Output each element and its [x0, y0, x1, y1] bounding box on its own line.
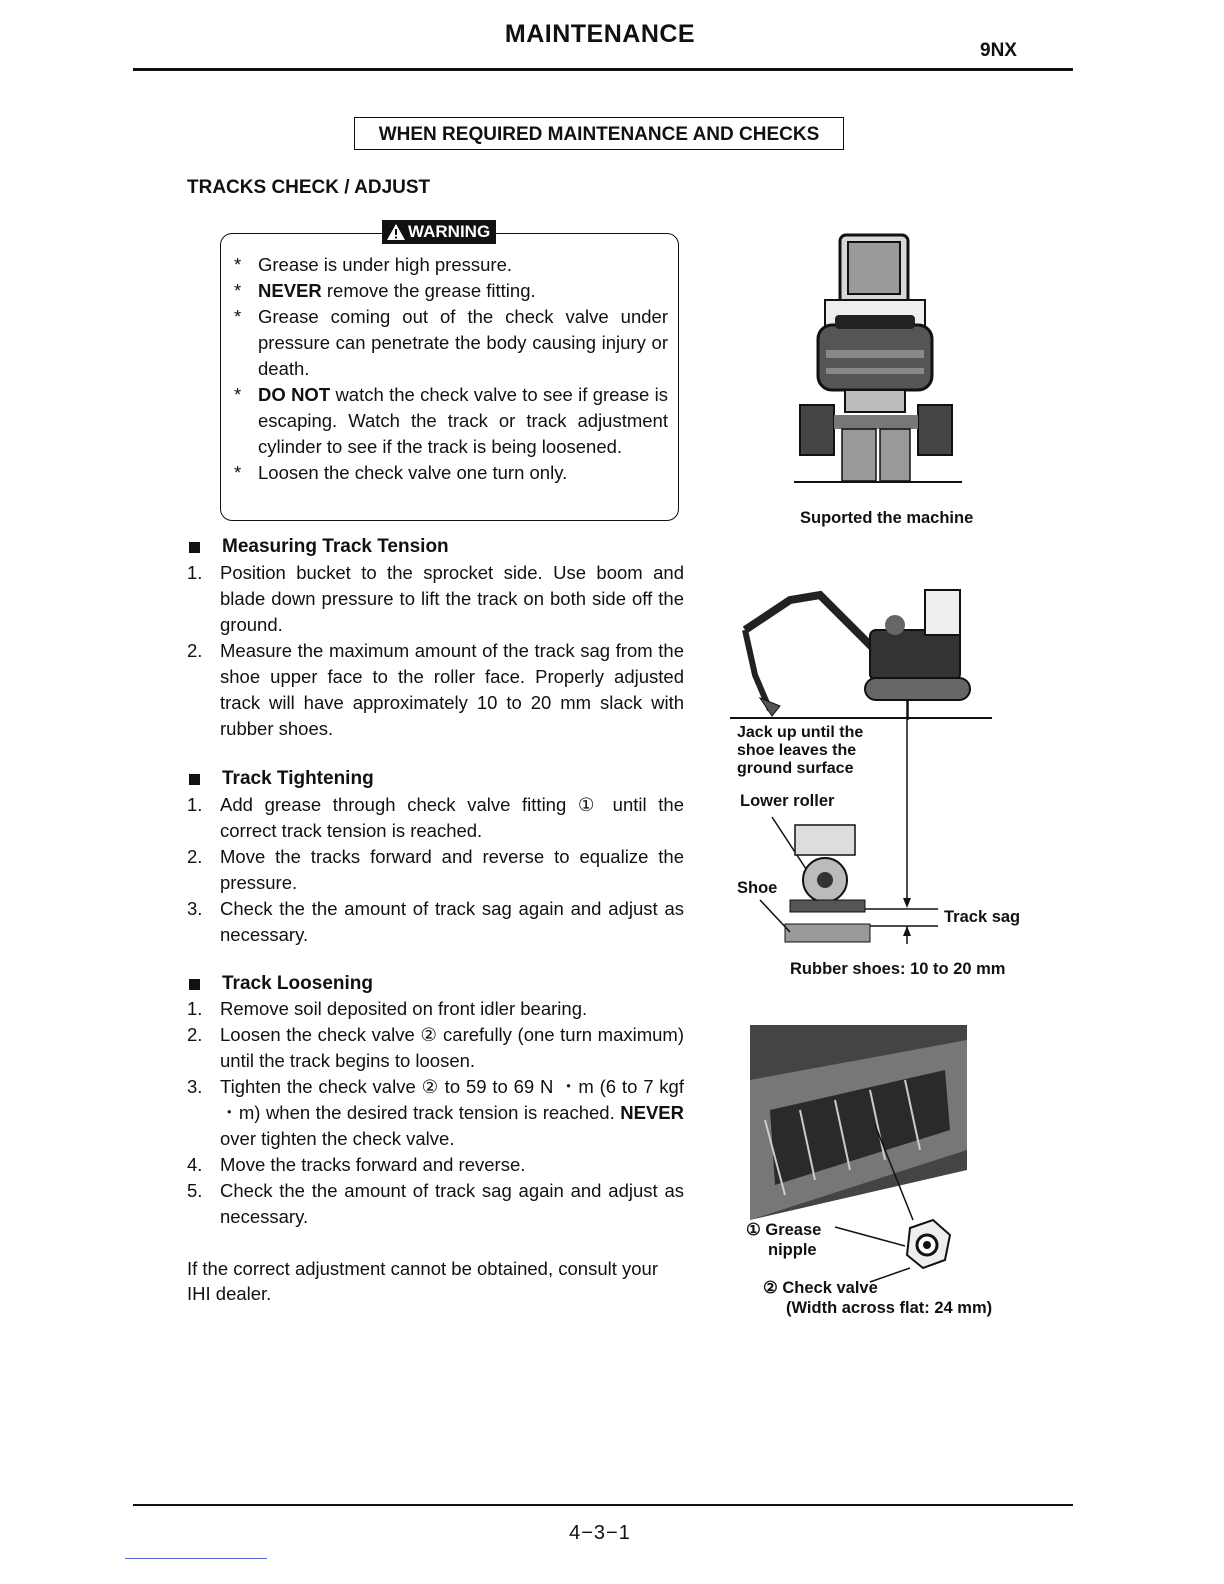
section-title: TRACKS CHECK / ADJUST	[187, 177, 431, 198]
figure-supported-machine	[790, 230, 970, 490]
warning-text: Grease coming out of the check valve under pressure can penetrate the body causing injury or death.	[258, 306, 668, 379]
measuring-steps	[187, 560, 684, 742]
warning-triangle-icon	[386, 223, 406, 241]
page-number: 4−3−1	[569, 1522, 631, 1544]
list-item: 2. Move the tracks forward and reverse to equalize the pressure.	[187, 846, 684, 893]
warning-item: * DO NOT watch the check valve to see if grease is escaping. Watch the track or track adjustment cylinder to see if the track is being loosened.	[234, 384, 668, 457]
header-rule	[133, 68, 1073, 71]
model-label: 9NX	[980, 40, 1017, 61]
warning-list	[234, 252, 668, 486]
warning-item: * Grease coming out of the check valve under pressure can penetrate the body causing injury or death.	[234, 304, 668, 382]
footer-link-line	[125, 1558, 267, 1559]
section-banner: WHEN REQUIRED MAINTENANCE AND CHECKS	[354, 117, 844, 150]
warning-item: * Loosen the check valve one turn only.	[234, 460, 668, 486]
tightening-heading: Track Tightening	[187, 768, 374, 790]
fig1-caption: Suported the machine	[800, 509, 974, 527]
list-item: 1. Remove soil deposited on front idler bearing.	[187, 998, 588, 1019]
grease-nipple-label: ① Grease	[746, 1221, 822, 1239]
warning-text: Loosen the check valve one turn only.	[258, 462, 568, 483]
grease-nipple-label-2: nipple	[768, 1241, 817, 1259]
page-header-title: MAINTENANCE	[504, 20, 696, 48]
warning-label: WARNING	[408, 222, 491, 241]
list-item: 2. Loosen the check valve ② carefully (one turn maximum) until the track begins to loosen.	[187, 1024, 684, 1071]
never-emphasis: NEVER	[620, 1102, 684, 1123]
list-item: 3. Check the the amount of track sag again and adjust as necessary.	[187, 898, 684, 945]
shoe-label: Shoe	[737, 879, 778, 897]
warning-tag	[382, 220, 496, 244]
warning-item: * NEVER remove the grease fitting.	[234, 280, 536, 301]
warning-item: * Grease is under high pressure.	[234, 252, 668, 278]
measuring-heading: Measuring Track Tension	[187, 536, 449, 558]
list-item: 2. Measure the maximum amount of the track sag from the shoe upper face to the roller face. Properly adjusted track will have approximately 10 to 20 mm slack with rubber shoes.	[187, 640, 684, 739]
jack-label: Jack up until the shoe leaves the ground surface	[737, 724, 864, 777]
loosening-steps	[187, 996, 684, 1230]
warning-text: Grease is under high pressure.	[258, 254, 512, 275]
footer-rule	[133, 1504, 1073, 1506]
list-item: 5. Check the the amount of track sag again and adjust as necessary.	[187, 1180, 684, 1227]
check-valve-label: ② Check valve	[763, 1279, 878, 1297]
dealer-note: If the correct adjustment cannot be obtained, consult your IHI dealer.	[187, 1258, 659, 1304]
list-item: 1. Add grease through check valve fitting ① until the correct track tension is reached.	[187, 794, 684, 841]
list-item: 3. Tighten the check valve ② to 59 to 69 N ・m (6 to 7 kgf ・m) when the desired track tension is reached. NEVER over tighten the check valve.	[187, 1076, 684, 1149]
warning-emphasis: DO NOT	[258, 384, 331, 405]
warning-text: remove the grease fitting.	[321, 280, 536, 301]
loosening-heading: Track Loosening	[187, 973, 373, 995]
check-valve-size: (Width across flat: 24 mm)	[786, 1299, 993, 1317]
track-sag-label: Track sag	[944, 908, 1021, 926]
tightening-steps	[187, 792, 684, 948]
lower-roller-label: Lower roller	[740, 792, 835, 810]
fig2-caption: Rubber shoes: 10 to 20 mm	[790, 960, 1006, 978]
list-item: 1. Position bucket to the sprocket side. Use boom and blade down pressure to lift the track on both side off the ground.	[187, 562, 684, 635]
warning-text: watch the check valve to see if grease is escaping. Watch the track or track adjustment cylinder to see if the track is being loosened.	[258, 384, 668, 457]
figure-excavator-jacked	[730, 580, 1000, 720]
list-item: 4. Move the tracks forward and reverse.	[187, 1154, 526, 1175]
warning-emphasis: NEVER	[258, 280, 322, 301]
